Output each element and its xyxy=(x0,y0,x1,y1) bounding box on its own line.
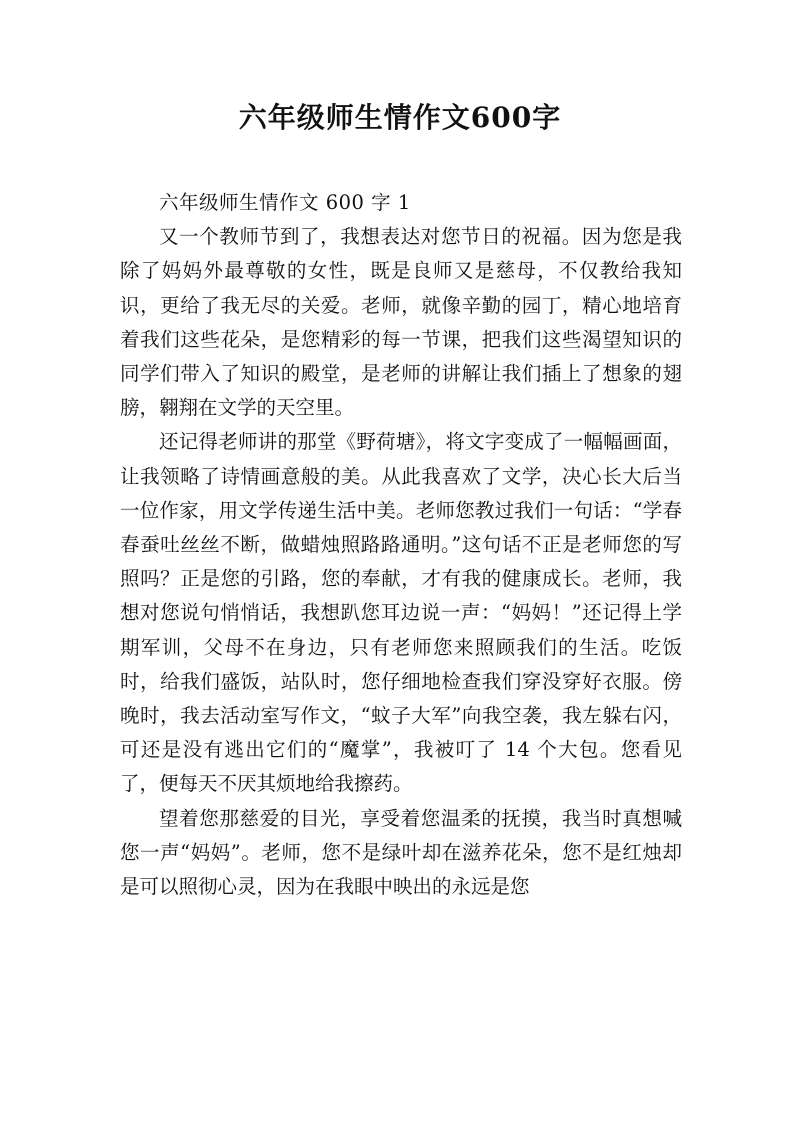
section-heading: 六年级师生情作文 600 字 1 xyxy=(159,191,411,214)
document-title: 六年级师生情作文600字 xyxy=(238,101,562,134)
paragraph-2: 还记得老师讲的那堂《野荷塘》，将文字变成了一幅幅画面，让我领略了诗情画意般的美。从此我喜欢了文学，决心长大后当一位作家，用文学传递生活中美。老师您教过我们一句话：“学春春蚕吐丝丝不断，做蜡烛照路路通明。”这句话不正是老师您的写照吗？正是您的引路，您的奉献，才有我的健康成长。老师，我想对您说句悄悄话，我想趴您耳边说一声：“妈妈！”还记得上学期军训，父母不在身边，只有老师您来照顾我们的生活。吃饭时，给我们盛饭，站队时，您仔细地检查我们穿没穿好衣服。傍晚时，我去活动室写作文，“蚊子大军”向我空袭，我左躲右闪，可还是没有逃出它们的“魔掌”，我被叮了 14 个大包。您看见了，便每天不厌其烦地给我擦药。 xyxy=(120,430,682,796)
paragraph-3: 望着您那慈爱的目光，享受着您温柔的抚摸，我当时真想喊您一声“妈妈”。老师，您不是绿叶却在滋养花朵，您不是红烛却是可以照彻心灵，因为在我眼中映出的永远是您 xyxy=(120,806,682,899)
paragraph-1: 又一个教师节到了，我想表达对您节日的祝福。因为您是我除了妈妈外最尊敬的女性，既是良师又是慈母，不仅教给我知识，更给了我无尽的关爱。老师，就像辛勤的园丁，精心地培育着我们这些花朵，是您精彩的每一节课，把我们这些渴望知识的同学们带入了知识的殿堂，是老师的讲解让我们插上了想象的翅膀，翱翔在文学的天空里。 xyxy=(120,225,682,420)
document-body xyxy=(120,186,682,904)
